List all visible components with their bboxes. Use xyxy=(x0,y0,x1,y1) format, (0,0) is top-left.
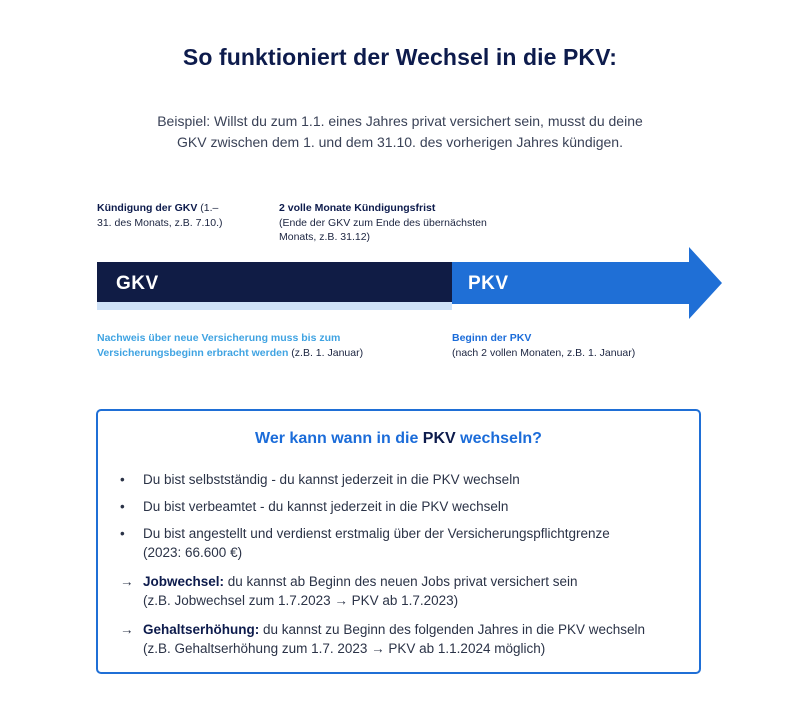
label-kuendigung-bold: Kündigung der GKV xyxy=(97,202,198,214)
label-kuendigungsfrist xyxy=(279,201,489,245)
note-beginn-bold: Beginn der PKV xyxy=(452,332,532,344)
list-item-subtext: (2023: 66.600 €) xyxy=(143,545,243,560)
info-box-title-pre: Wer kann wann in die xyxy=(255,430,423,447)
list-item-text: Du bist angestellt und verdienst erstmalig über der Versicherungspflichtgrenze xyxy=(143,526,610,541)
list-item-bold: Gehaltserhöhung: xyxy=(143,622,260,637)
page-title: So funktioniert der Wechsel in die PKV: xyxy=(182,44,618,70)
note-nachweis xyxy=(97,331,417,361)
list-item-bold: Jobwechsel: xyxy=(143,574,225,589)
list-item xyxy=(120,497,680,516)
pkv-label: PKV xyxy=(468,273,509,294)
bullet-icon: • xyxy=(120,472,125,487)
gkv-underline-bar xyxy=(97,302,452,310)
timeline xyxy=(0,245,800,320)
list-item-subtext: (z.B. Jobwechsel zum 1.7.2023 → PKV ab 1.7.2023) xyxy=(143,593,459,608)
label-kuendigung xyxy=(97,201,227,230)
list-item xyxy=(120,572,680,610)
list-item xyxy=(120,620,680,658)
note-beginn-pkv xyxy=(452,331,712,361)
info-box-title xyxy=(96,430,701,448)
note-beginn-detail: (nach 2 vollen Monaten, z.B. 1. Januar) xyxy=(452,347,636,359)
arrow-right-icon: → xyxy=(120,622,134,637)
info-box-title-post: wechseln? xyxy=(455,430,542,447)
label-frist-detail: (Ende der GKV zum Ende des übernächsten Monats, z.B. 31.12) xyxy=(279,216,487,243)
list-item-text: Du bist selbstständig - du kannst jederzeit in die PKV wechseln xyxy=(143,472,520,487)
label-frist-bold: 2 volle Monate Kündigungsfrist xyxy=(279,202,436,214)
note-nachweis-bold: Nachweis über neue Versicherung muss bis zum Versicherungsbeginn erbracht werden xyxy=(97,332,341,359)
list-item xyxy=(120,524,680,562)
list-item-text: du kannst ab Beginn des neuen Jobs privat versichert sein xyxy=(224,574,578,589)
list-item-text: du kannst zu Beginn des folgenden Jahres in die PKV wechseln xyxy=(259,622,646,637)
gkv-label: GKV xyxy=(116,273,159,294)
intro-text xyxy=(100,111,700,153)
list-item-subtext: (z.B. Gehaltserhöhung zum 1.7. 2023 → PKV ab 1.1.2024 möglich) xyxy=(143,641,546,656)
arrow-right-icon: → xyxy=(120,574,134,589)
info-box-title-pkv: PKV xyxy=(422,430,456,447)
list-item-text: Du bist verbeamtet - du kannst jederzeit in die PKV wechseln xyxy=(143,499,509,514)
bullet-icon: • xyxy=(120,499,125,514)
note-nachweis-detail: (z.B. 1. Januar) xyxy=(288,347,364,359)
intro-line-2: GKV zwischen dem 1. und dem 31.10. des vorherigen Jahres kündigen. xyxy=(177,134,623,150)
label-kuendigung-detail: (1.–31. des Monats, z.B. 7.10.) xyxy=(97,202,223,229)
list-item xyxy=(120,470,680,489)
bullet-icon: • xyxy=(120,526,125,541)
intro-line-1: Beispiel: Willst du zum 1.1. eines Jahres privat versichert sein, musst du deine xyxy=(157,113,643,129)
